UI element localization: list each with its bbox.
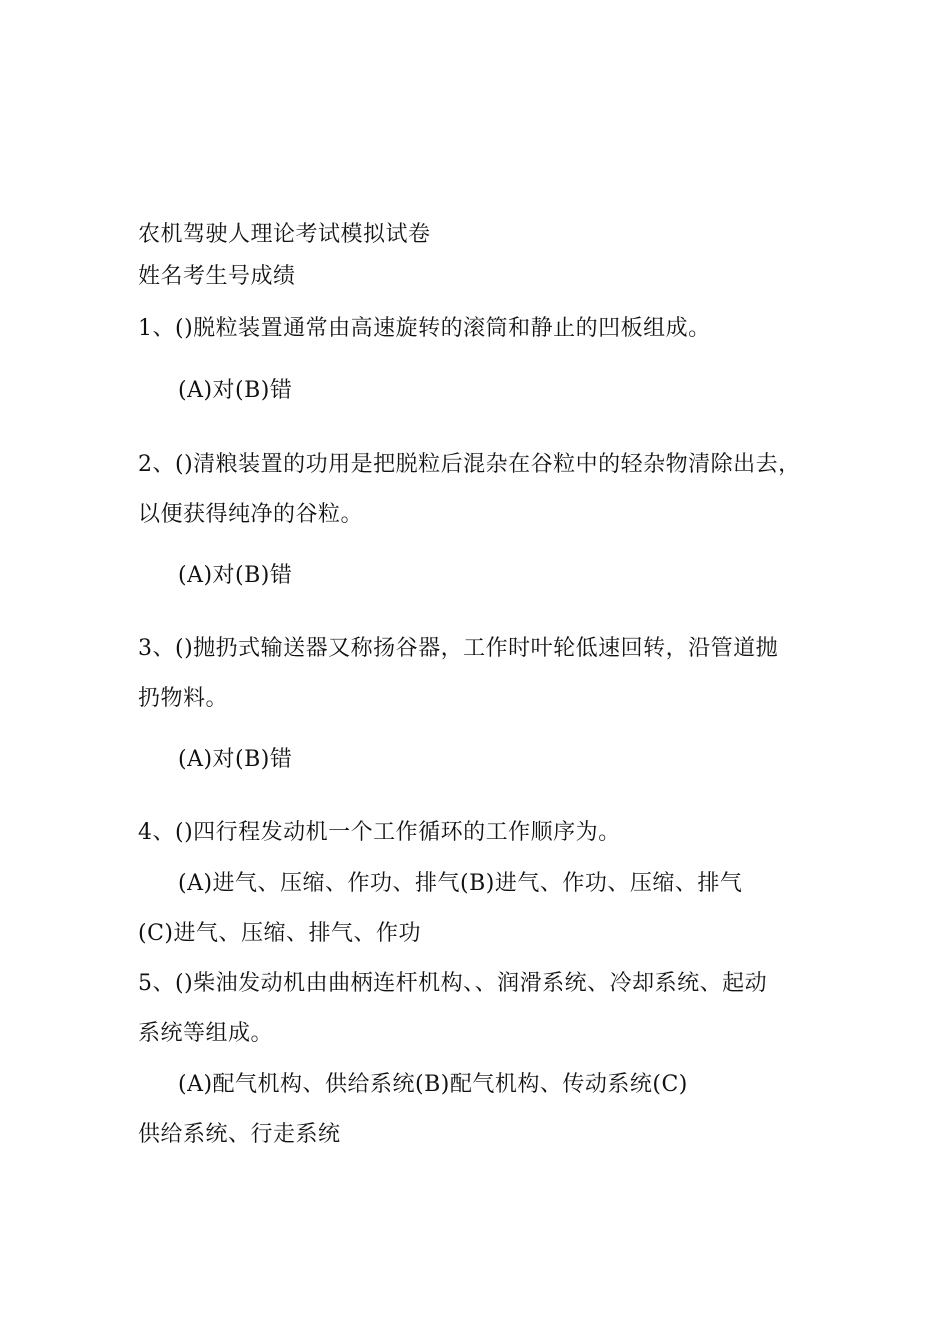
question-2-text: 2、()清粮装置的功用是把脱粒后混杂在谷粒中的轻杂物清除出去，: [138, 452, 801, 477]
question-3-text: 3、()抛扔式输送器又称扬谷器，工作时叶轮低速回转，沿管道抛: [138, 636, 779, 661]
question-2-options: (A)对(B)错: [178, 563, 293, 588]
question-1-text: 1、()脱粒装置通常由高速旋转的滚筒和静止的凹板组成。: [138, 316, 711, 341]
question-3-options: (A)对(B)错: [178, 747, 293, 772]
question-4-options-cont: (C)进气、压缩、排气、作功: [138, 921, 421, 946]
question-4-options: (A)进气、压缩、作功、排气(B)进气、作功、压缩、排气: [178, 871, 743, 896]
question-4-text: 4、()四行程发动机一个工作循环的工作顺序为。: [138, 820, 621, 845]
question-1-options: (A)对(B)错: [178, 378, 293, 403]
question-5-options: (A)配气机构、供给系统(B)配气机构、传动系统(C): [178, 1072, 688, 1097]
candidate-info-line: 姓名考生号成绩: [138, 264, 296, 289]
question-5-text: 5、()柴油发动机由曲柄连杆机构、、润滑系统、冷却系统、起动: [138, 971, 768, 996]
question-2-text-cont: 以便获得纯净的谷粒。: [138, 502, 364, 527]
question-5-options-cont: 供给系统、行走系统: [138, 1122, 341, 1147]
document-title: 农机驾驶人理论考试模拟试卷: [138, 222, 431, 247]
question-5-text-cont: 系统等组成。: [138, 1021, 274, 1046]
question-3-text-cont: 扔物料。: [138, 686, 229, 711]
